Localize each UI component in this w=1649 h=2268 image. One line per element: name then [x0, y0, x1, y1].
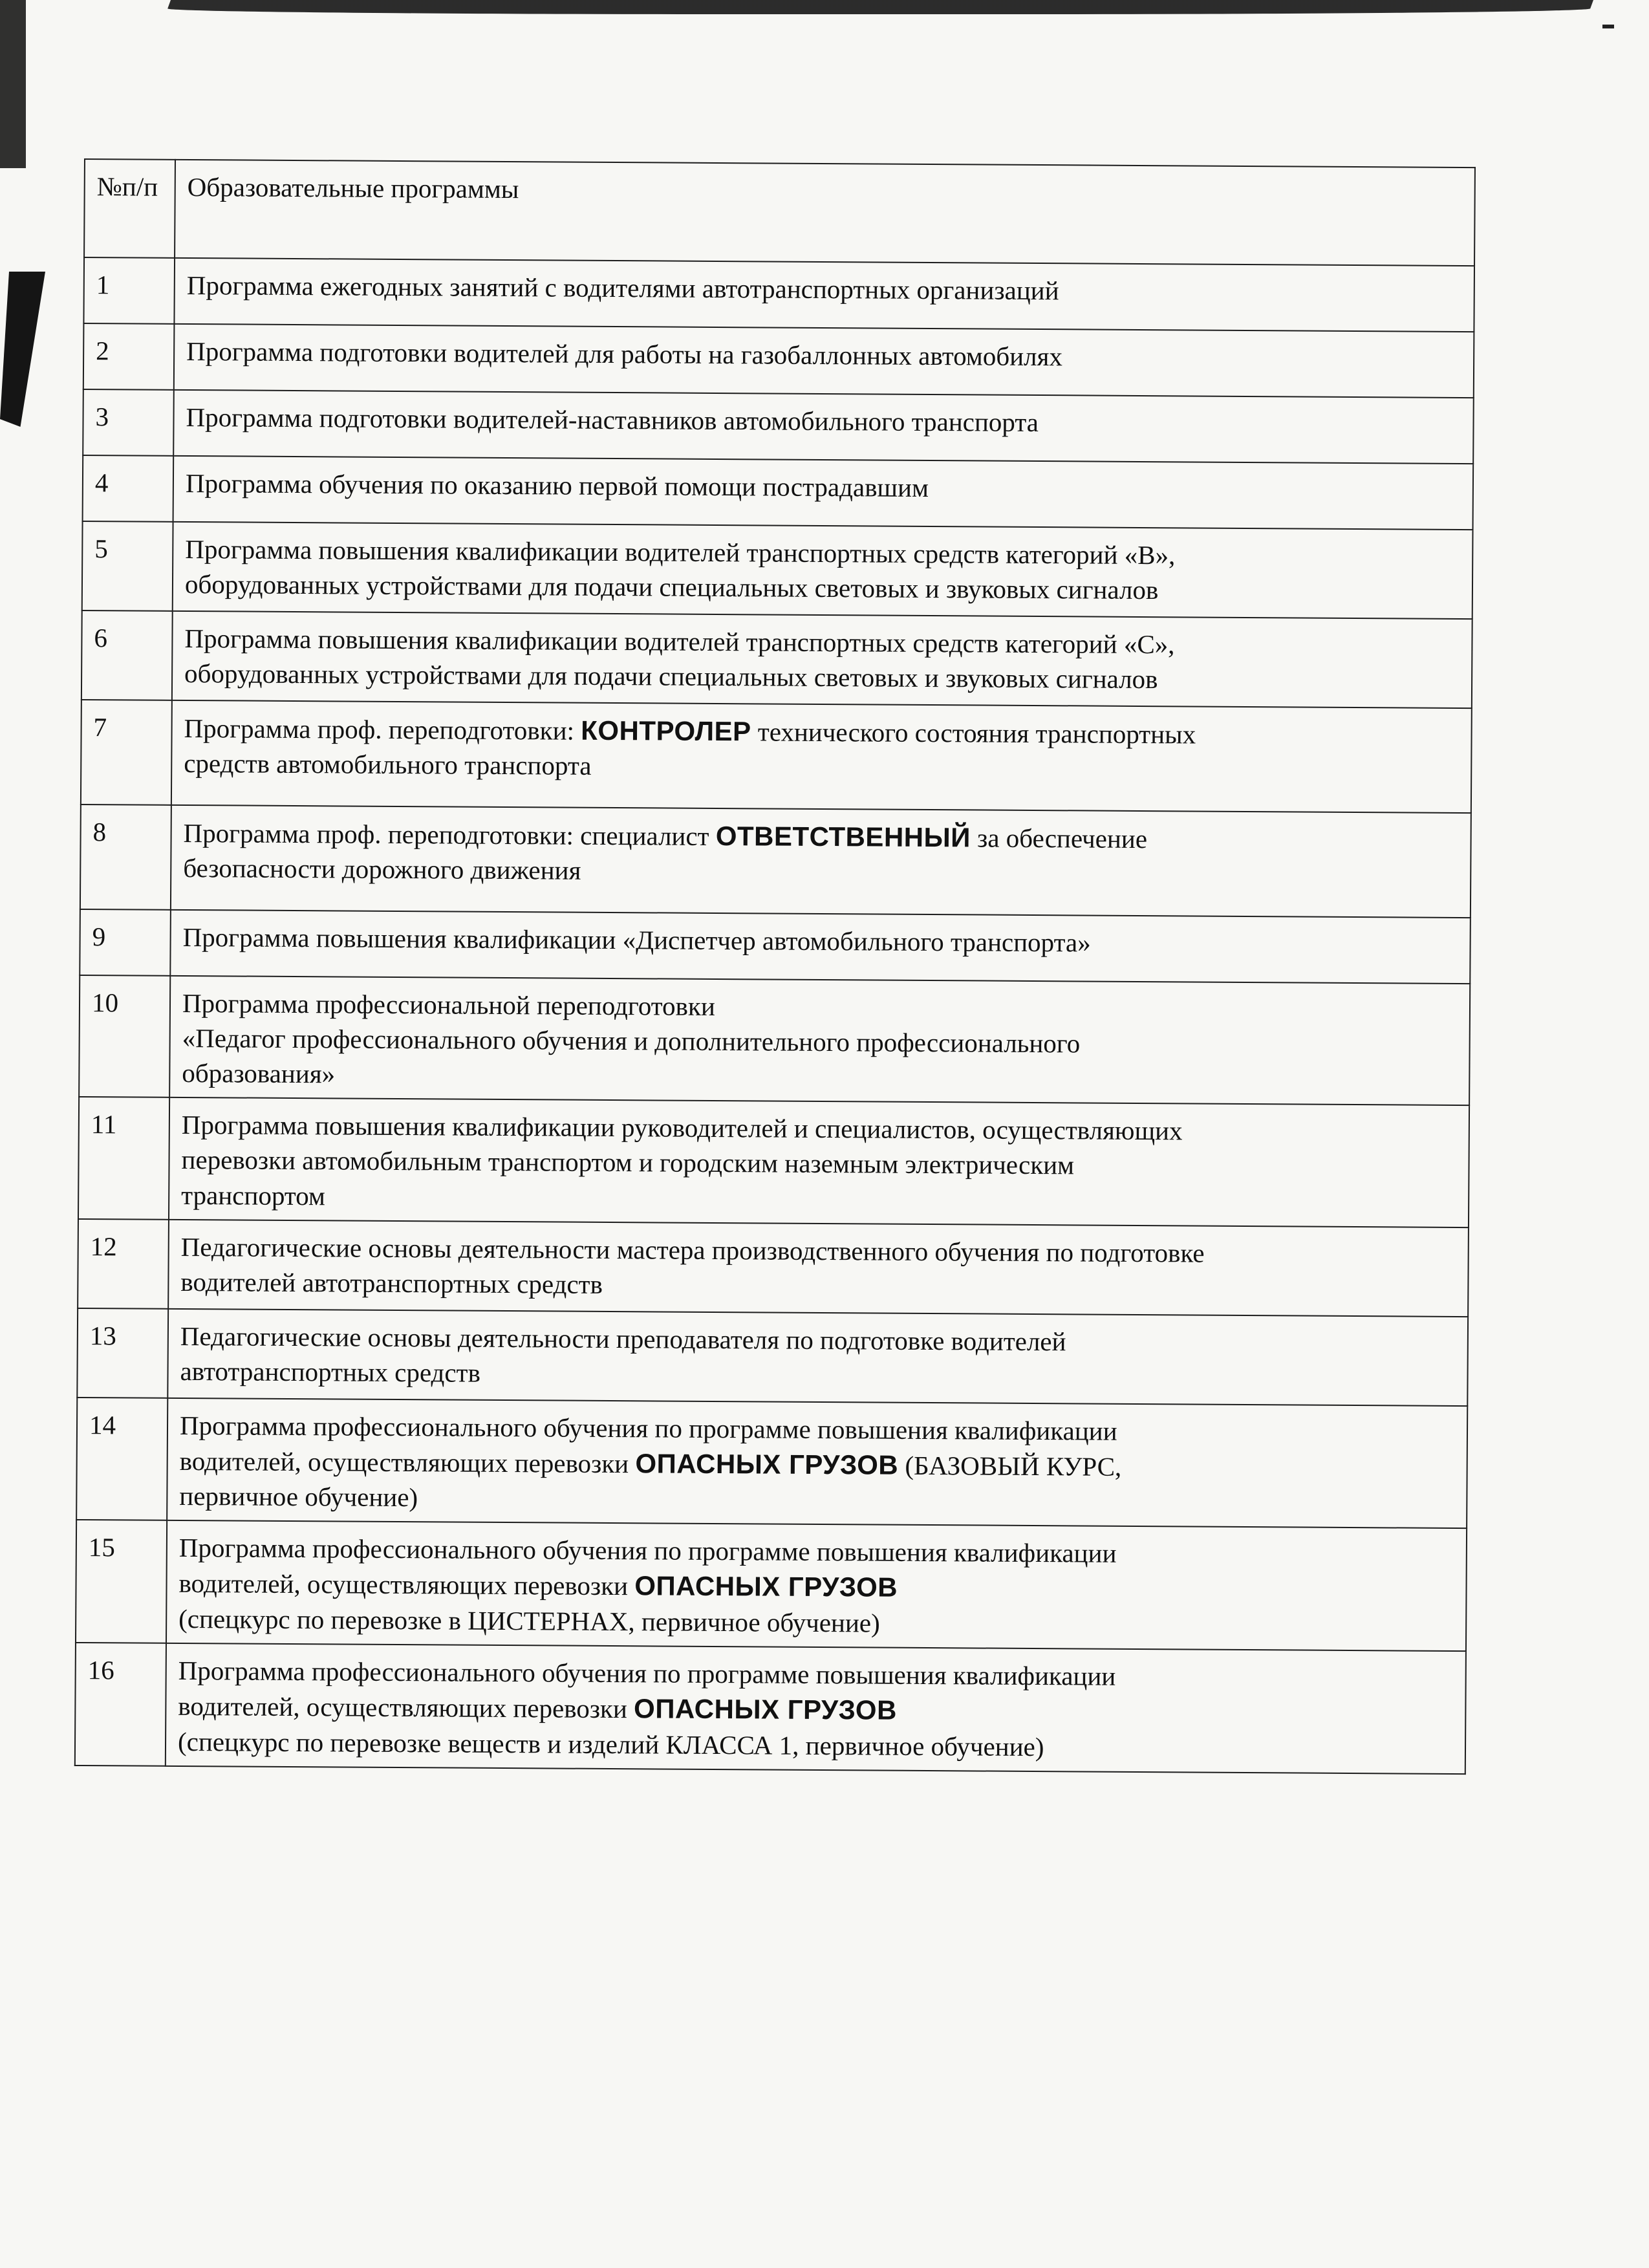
program-text: транспортом	[181, 1180, 326, 1211]
table-row	[76, 1520, 1467, 1651]
table-row	[80, 805, 1471, 918]
program-name	[174, 258, 1474, 332]
table-row	[76, 1398, 1467, 1529]
program-line	[184, 746, 1459, 788]
program-text: «Педагог профессионального обучения и дополнительного профессионального	[182, 1023, 1081, 1059]
program-text: за обеспечение	[970, 823, 1148, 854]
program-text: (спецкурс по перевозке веществ и изделий КЛАССА 1, первичное обучение)	[177, 1726, 1044, 1762]
table-row	[79, 975, 1470, 1105]
scan-left-edge	[0, 0, 26, 168]
program-line	[178, 1601, 1454, 1644]
program-text: Программа ежегодных занятий с водителями автотранспортных организаций	[186, 270, 1059, 306]
table-row	[83, 455, 1474, 530]
program-text: безопасности дорожного движения	[183, 853, 581, 886]
header-programs: Образовательные программы	[175, 160, 1475, 266]
program-line	[181, 1177, 1456, 1220]
program-text: Программа повышения квалификации руководителей и специалистов, осуществляющих	[181, 1110, 1183, 1146]
program-text: перевозки автомобильным транспортом и городским наземным электрическим	[181, 1145, 1075, 1180]
program-name	[173, 390, 1474, 464]
scan-top-edge	[166, 0, 1593, 14]
program-text: Программа проф. переподготовки:	[184, 713, 581, 746]
program-name	[171, 805, 1471, 918]
row-number: 2	[83, 323, 175, 390]
program-line	[186, 466, 1461, 508]
table-row	[80, 909, 1471, 984]
row-number: 6	[81, 610, 173, 700]
row-number: 7	[81, 700, 172, 805]
program-emphasis: КОНТРОЛЕР	[581, 715, 751, 747]
program-name	[174, 324, 1474, 398]
program-text: Педагогические основы деятельности мастера производственного обучения по подготовке	[180, 1231, 1205, 1268]
program-line	[187, 268, 1462, 310]
program-name	[173, 522, 1473, 619]
program-line	[180, 1264, 1456, 1307]
row-number: 12	[78, 1219, 169, 1309]
row-number: 8	[80, 805, 171, 910]
row-number: 4	[83, 455, 174, 522]
table-row	[83, 323, 1474, 398]
program-line	[186, 334, 1461, 376]
program-text: Программа проф. переподготовки: специалист	[183, 817, 716, 851]
table-header-row	[84, 159, 1475, 266]
table-body	[75, 257, 1474, 1774]
program-name	[170, 910, 1471, 984]
program-text: (БАЗОВЫЙ КУРС,	[898, 1450, 1122, 1482]
program-text: Педагогические основы деятельности преподавателя по подготовке водителей	[180, 1321, 1066, 1356]
row-number: 5	[82, 521, 173, 611]
program-text: технического состояния транспортных	[751, 717, 1196, 750]
program-name	[166, 1520, 1467, 1651]
table-row	[78, 1097, 1469, 1227]
program-emphasis: ОПАСНЫХ ГРУЗОВ	[634, 1570, 898, 1603]
table-row	[81, 610, 1472, 708]
program-text: оборудованных устройствами для подачи специальных световых и звуковых сигналов	[184, 569, 1159, 605]
program-name	[167, 1398, 1467, 1528]
program-text: Программа профессионального обучения по программе повышения квалификации	[179, 1410, 1117, 1446]
program-text: оборудованных устройствами для подачи специальных световых и звуковых сигналов	[184, 658, 1158, 695]
row-number: 1	[83, 257, 175, 324]
table-row	[78, 1219, 1469, 1317]
program-name	[171, 700, 1472, 813]
program-line	[185, 567, 1460, 609]
program-name	[168, 1219, 1469, 1316]
program-name	[167, 1308, 1468, 1405]
program-text: Программа повышения квалификации водителей транспортных средств категорий «С»,	[184, 623, 1175, 660]
program-text: Программа обучения по оказанию первой помощи пострадавшим	[185, 468, 929, 502]
row-number: 15	[76, 1520, 167, 1643]
table-row	[77, 1308, 1468, 1406]
program-emphasis: ОПАСНЫХ ГРУЗОВ	[633, 1693, 898, 1725]
program-text: Программа повышения квалификации «Диспетчер автомобильного транспорта»	[182, 922, 1091, 958]
program-text: Программа профессиональной переподготовки	[182, 988, 715, 1021]
program-text: Программа профессионального обучения по программе повышения квалификации	[178, 1533, 1117, 1569]
table-row	[81, 700, 1472, 813]
scan-dash-mark	[1602, 25, 1614, 28]
program-line	[180, 1354, 1455, 1396]
program-text: Программа повышения квалификации водителей транспортных средств категорий «В»,	[185, 534, 1176, 570]
program-text: автотранспортных средств	[180, 1355, 481, 1388]
row-number: 11	[78, 1097, 169, 1219]
program-text: водителей, осуществляющих перевозки	[178, 1568, 635, 1601]
program-name	[173, 456, 1474, 530]
program-line	[186, 400, 1461, 442]
program-line	[178, 1723, 1453, 1766]
table-row	[75, 1643, 1466, 1774]
row-number: 14	[76, 1398, 167, 1521]
program-text: водителей автотранспортных средств	[180, 1266, 603, 1299]
program-name	[169, 976, 1470, 1106]
row-number: 3	[83, 389, 174, 456]
row-number: 16	[75, 1643, 166, 1766]
program-name	[166, 1643, 1466, 1774]
program-line	[179, 1478, 1454, 1521]
programs-table	[74, 158, 1476, 1775]
program-name	[172, 611, 1472, 708]
program-text: первичное обучение)	[179, 1481, 418, 1513]
header-number: №п/п	[84, 159, 175, 258]
program-text: (спецкурс по перевозке в ЦИСТЕРНАХ, первичное обучение)	[178, 1603, 880, 1638]
scan-binding-mark	[0, 272, 45, 427]
row-number: 10	[79, 975, 170, 1097]
program-text: водителей, осуществляющих перевозки	[178, 1691, 634, 1724]
program-line	[182, 1055, 1457, 1098]
program-line	[184, 656, 1460, 698]
program-line	[182, 920, 1458, 962]
program-text: Программа подготовки водителей для работы на газобаллонных автомобилях	[186, 336, 1063, 372]
program-text: средств автомобильного транспорта	[184, 748, 592, 781]
program-name	[169, 1097, 1469, 1227]
program-line	[183, 850, 1458, 893]
program-emphasis: ОТВЕТСТВЕННЫЙ	[715, 820, 971, 853]
table-row	[83, 389, 1474, 464]
program-text: образования»	[182, 1058, 336, 1089]
table-row	[82, 521, 1473, 619]
program-text: водителей, осуществляющих перевозки	[179, 1445, 636, 1479]
program-emphasis: ОПАСНЫХ ГРУЗОВ	[635, 1448, 899, 1480]
row-number: 9	[80, 909, 171, 976]
program-text: Программа профессионального обучения по программе повышения квалификации	[178, 1655, 1116, 1691]
table-row	[83, 257, 1474, 332]
row-number: 13	[77, 1308, 168, 1398]
program-text: Программа подготовки водителей-наставников автомобильного транспорта	[186, 402, 1039, 438]
